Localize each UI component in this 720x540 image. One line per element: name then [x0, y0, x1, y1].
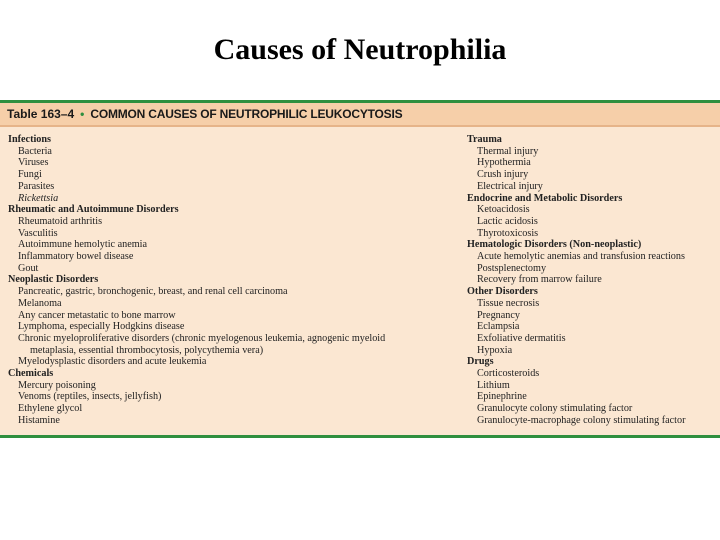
- list-item: Ethylene glycol: [18, 403, 83, 415]
- list-item: Rheumatoid arthritis: [18, 215, 103, 227]
- list-item: Pancreatic, gastric, bronchogenic, breast, and renal cell carcinoma: [18, 286, 288, 298]
- bullet-icon: •: [80, 107, 85, 121]
- table-number: Table 163–4: [7, 107, 75, 121]
- list-item: Granulocyte colony stimulating factor: [477, 403, 633, 415]
- list-item: Postsplenectomy: [477, 262, 547, 274]
- list-item: [8, 333, 448, 356]
- group-title: Other Disorders: [467, 286, 538, 298]
- list-item: Hypothermia: [477, 157, 531, 169]
- list-item: Inflammatory bowel disease: [18, 251, 134, 263]
- right-column: [467, 134, 717, 427]
- group-title: Rheumatic and Autoimmune Disorders: [8, 204, 179, 216]
- list-item: Electrical injury: [477, 180, 543, 192]
- list-item: Autoimmune hemolytic anemia: [18, 239, 148, 251]
- group-title: Trauma: [467, 134, 502, 145]
- list-item: Lithium: [477, 379, 510, 391]
- slide-title: Causes of Neutrophilia: [213, 33, 507, 66]
- group-title: Chemicals: [8, 368, 54, 380]
- list-item: Thermal injury: [477, 145, 539, 157]
- list-item: Rickettsia: [18, 192, 59, 204]
- table-caption: COMMON CAUSES OF NEUTROPHILIC LEUKOCYTOSIS: [90, 107, 403, 121]
- list-item: Lactic acidosis: [477, 215, 538, 227]
- list-item: Hypoxia: [477, 344, 513, 356]
- list-item-continuation: metaplasia, essential thrombocytosis, polycythemia vera): [30, 344, 264, 356]
- left-column: [8, 134, 448, 427]
- list-item: Exfoliative dermatitis: [477, 332, 566, 344]
- list-item: Bacteria: [18, 145, 52, 157]
- list-item: Parasites: [18, 180, 55, 192]
- list-item: Thyrotoxicosis: [477, 227, 539, 239]
- list-item: Mercury poisoning: [18, 379, 96, 391]
- list-item: Any cancer metastatic to bone marrow: [18, 309, 176, 321]
- list-item: Lymphoma, especially Hodgkins disease: [18, 321, 185, 333]
- list-item: Gout: [18, 262, 39, 274]
- list-item: Fungi: [18, 169, 42, 181]
- list-item: Pregnancy: [477, 309, 520, 321]
- list-item: Corticosteroids: [477, 368, 540, 380]
- list-item: Epinephrine: [477, 391, 527, 403]
- list-item: Venoms (reptiles, insects, jellyfish): [18, 391, 162, 403]
- list-item: Crush injury: [477, 169, 529, 181]
- causes-table: [0, 100, 720, 438]
- list-item-text: Chronic myeloproliferative disorders (chronic myelogenous leukemia, agnogenic myeloid: [18, 332, 386, 344]
- list-item: Tissue necrosis: [477, 297, 540, 309]
- list-item: Eclampsia: [477, 321, 520, 333]
- group-title: Neoplastic Disorders: [8, 274, 99, 286]
- list-item: Recovery from marrow failure: [477, 274, 602, 286]
- group-title: Hematologic Disorders (Non-neoplastic): [467, 239, 642, 251]
- group-title: Infections: [8, 134, 52, 145]
- list-item: Acute hemolytic anemias and transfusion reactions: [477, 251, 685, 263]
- list-item: Myelodysplastic disorders and acute leukemia: [18, 356, 207, 368]
- list-item: Viruses: [18, 157, 49, 169]
- group-title: Endocrine and Metabolic Disorders: [467, 192, 623, 204]
- table-header: [0, 103, 720, 127]
- list-item: Ketoacidosis: [477, 204, 530, 216]
- group-title: Drugs: [467, 356, 494, 368]
- list-item: Histamine: [18, 414, 60, 426]
- list-item: Granulocyte-macrophage colony stimulating factor: [477, 414, 686, 426]
- list-item: Vasculitis: [18, 227, 58, 239]
- list-item: Melanoma: [18, 297, 62, 309]
